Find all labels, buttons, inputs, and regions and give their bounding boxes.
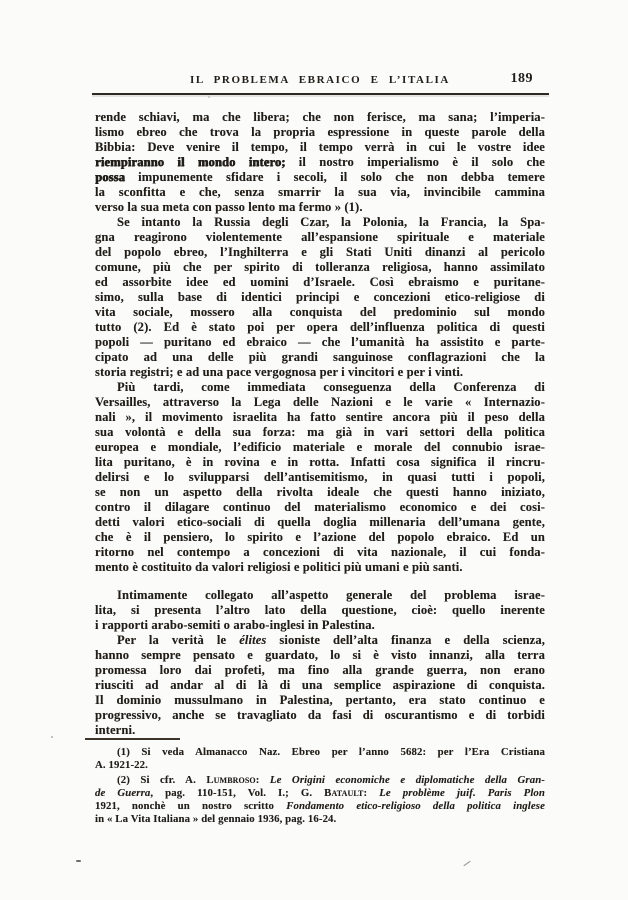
scan-speck [208,96,210,98]
text-run: verso la sua meta con passo lento ma fermo » (1). [95,200,363,214]
text-run: delirsi e lo svilupparsi dell’antisemitismo, in quasi tutti i popoli, [95,470,545,484]
text-run: promessa loro dai profeti, ma fino alla grande guerra, non erano [95,663,545,677]
text-line [95,678,545,693]
text-line [95,455,545,470]
text-run: Versailles, attraverso la Lega delle Nazioni e le varie « Internazio- [95,395,545,409]
footnote-rule [85,738,180,740]
text-line [95,185,545,200]
text-run: in « La Vita Italiana » del gennaio 1936, pag. 16-24. [95,813,337,825]
text-run: de Guerra [95,787,151,799]
text-line [95,560,545,575]
text-run: mento è costituito da valori religiosi e politici più umani e più santi. [95,560,463,574]
text-line [95,759,545,772]
text-line [95,800,545,813]
text-run: nali », il movimento israelita ha fatto sentire ancora più il peso della [95,410,545,424]
text-run: Bibbia: Deve venire il tempo, il tempo verrà in cui le vostre idee [95,140,545,154]
text-line [95,335,545,350]
scan-speck [76,860,81,862]
header-rule [92,93,549,95]
text-run: contro il dilagare continuo del materialismo economico e dei cosi- [95,500,545,514]
text-run: sioniste dell’alta finanza e della scienza, [266,633,545,647]
text-run: lita, si presenta l’altro lato della questione, cioè: quello inerente [95,603,545,617]
text-line [95,515,545,530]
text-line [95,440,545,455]
text-run: (2) Si cfr. A. [117,774,207,786]
page-number: 189 [510,71,533,86]
text-line [95,603,545,618]
text-line [95,410,545,425]
text-line [95,200,545,215]
text-line [95,723,545,738]
text-line [95,425,545,440]
text-run: Per la verità le [117,633,240,647]
text-run: del popolo ebreo, l’Inghilterra e gli Stati Uniti dinanzi al pericolo [95,245,545,259]
footnote [95,774,545,826]
text-line [95,305,545,320]
text-line [95,813,545,826]
text-line [95,350,545,365]
text-run: progressivo, anche se travagliato da fasi di oscurantismo e di torbidi [95,708,545,722]
paragraph [95,588,545,633]
text-line [95,155,545,170]
text-run: interni. [95,723,136,737]
text-run: europea e mondiale, l’edificio materiale e morale del connubio israe- [95,440,545,454]
text-line [95,530,545,545]
scan-speck [51,736,53,738]
text-run: Intimamente collegato all’aspetto generale del problema israe- [117,588,545,602]
text-run: A. 1921-22. [95,759,148,771]
text-line [95,693,545,708]
text-line [95,470,545,485]
text-run: Batault [324,787,364,799]
text-line [95,140,545,155]
text-run: ed assorbite idee ed uomini d’Israele. Così ebraismo e puritane- [95,275,545,289]
text-run: simo, sulla base di identici principi e concezioni etico-religiose di [95,290,545,304]
text-run: : [363,787,380,799]
text-run: che è il pensiero, lo spirito e l’azione del popolo ebraico. Ed un [95,530,545,544]
text-run: popoli — puritano ed ebraico — che l’umanità ha assistito e parte- [95,335,545,349]
text-run: : [255,774,270,786]
text-run: lismo ebreo che trova la propria espressione in queste parole della [95,125,545,139]
text-line [95,170,545,185]
text-run: 1921, nonchè un nostro scritto [95,800,287,812]
text-line [95,648,545,663]
text-run: comune, più che per spirito di tolleranza religiosa, hanno assimilato [95,260,545,274]
text-line [95,787,545,800]
paragraph [95,110,545,215]
text-run: hanno sempre pensato e guardato, lo si è visto innanzi, alla terra [95,648,545,662]
text-line [95,110,545,125]
text-run: Le problème juif. Paris Plon [379,787,545,799]
text-run: sua volontà e della sua forza: ma già in vari settori della politica [95,425,545,439]
text-run: riempiranno il mondo intero; [95,155,286,169]
text-line [95,320,545,335]
text-line [95,245,545,260]
text-line [95,125,545,140]
text-line [95,230,545,245]
scan-speck [463,861,470,866]
text-line [95,380,545,395]
text-line [95,500,545,515]
footnotes [95,746,545,826]
running-title: IL PROBLEMA EBRAICO E L’ITALIA [190,74,450,86]
text-run: vita sociale, mossero alla conquista del predominio sul mondo [95,305,545,319]
text-run: i rapporti arabo-semiti o arabo-inglesi in Palestina. [95,618,375,632]
text-run: Se intanto la Russia degli Czar, la Polonia, la Francia, la Spa- [117,215,545,229]
text-run: élites [239,633,267,647]
paragraph [95,380,545,575]
text-line [95,633,545,648]
text-run: possa [95,170,125,184]
text-line [95,290,545,305]
text-run: Le Origini economiche e diplomatiche della Gran- [269,774,545,786]
text-run: Più tardi, come immediata conseguenza della Conferenza di [117,380,545,394]
text-run: (1) Si veda Almanacco Naz. Ebreo per l’anno 5682: per l’Era Cristiana [117,746,545,758]
text-run: detti valori etico-sociali di quella doglia millenaria dell’umana gente, [95,515,545,529]
text-line [95,746,545,759]
paragraph [95,215,545,380]
text-line [95,275,545,290]
text-run: Il dominio mussulmano in Palestina, pertanto, era stato continuo e [95,693,545,707]
text-run: Fondamento etico-religioso della politica inglese [286,800,545,812]
text-line [95,774,545,787]
text-run: il nostro imperialismo è il solo che [285,155,545,169]
text-run: , pag. 110-151, Vol. I.; G. [150,787,325,799]
text-line [95,485,545,500]
text-run: lita puritano, è in rovina e in rotta. Infatti cosa significa il rincru- [95,455,545,469]
text-line [95,708,545,723]
text-run: Lumbroso [206,774,256,786]
text-run: cipato ad una delle più grandi sanguinose conflagrazioni che la [95,350,545,364]
paragraph [95,633,545,738]
text-run: gna reagirono violentemente all’espansione spirituale e materiale [95,230,545,244]
text-run: impunemente sfidare i secoli, il solo che non debba temere [124,170,545,184]
text-run: se non un aspetto della rivolta ideale che questi hanno iniziato, [95,485,545,499]
text-line [95,260,545,275]
text-run: rende schiavi, ma che libera; che non ferisce, ma sana; l’imperia- [95,110,545,124]
text-run: riusciti ad andar al di là di una semplice aspirazione di conquista. [95,678,545,692]
footnote [95,746,545,772]
text-run: tutto (2). Ed è stato poi per opera dell’influenza politica di questi [95,320,545,334]
text-run: ritorno nel contempo a concezioni di vita nazionale, il cui fonda- [95,545,545,559]
body-text [95,110,545,738]
text-line [95,588,545,603]
text-line [95,545,545,560]
text-run: storia registri; e ad una pace vergognosa per i vincitori e per i vinti. [95,365,464,379]
text-line [95,365,545,380]
text-line [95,663,545,678]
text-run: la sconfitta e che, senza smarrir la sua via, invincibile cammina [95,185,545,199]
text-line [95,395,545,410]
text-line [95,215,545,230]
text-line [95,618,545,633]
